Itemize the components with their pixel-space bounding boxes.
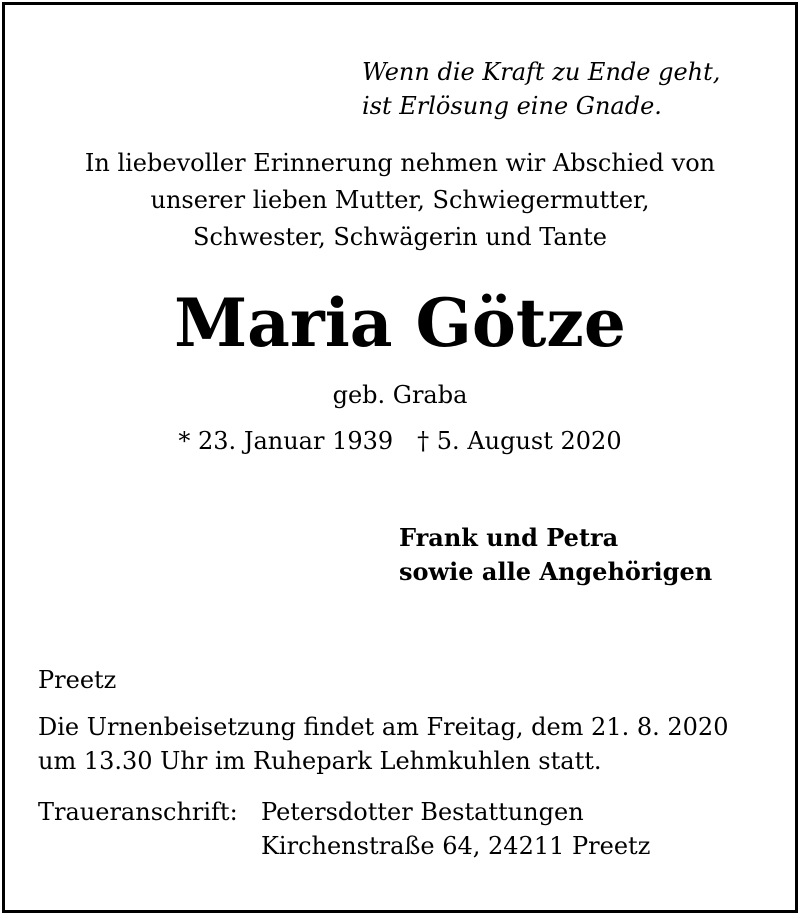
quote-line: ist Erlösung eine Gnade.: [362, 92, 662, 120]
address-line: Kirchenstraße 64, 24211 Preetz: [261, 832, 651, 860]
life-dates: [0, 424, 800, 458]
birth-name: geb. Graba: [332, 381, 468, 409]
memorial-quote: [362, 55, 720, 123]
funeral-line: um 13.30 Uhr im Ruhepark Lehmkuhlen statt.: [38, 747, 602, 775]
funeral-info: [38, 710, 728, 778]
intro-line: Schwester, Schwägerin und Tante: [193, 223, 607, 251]
death-date: † 5. August 2020: [417, 427, 622, 455]
intro-text: [0, 145, 800, 256]
quote-line: Wenn die Kraft zu Ende geht,: [362, 58, 721, 86]
mourner-line: sowie alle Angehörigen: [399, 557, 713, 586]
funeral-line: Die Urnenbeisetzung findet am Freitag, dem 21. 8. 2020: [38, 713, 729, 741]
address-label: Traueranschrift:: [38, 798, 238, 826]
deceased-name: Maria Götze: [174, 284, 626, 362]
place: Preetz: [38, 666, 117, 694]
mourner-line: Frank und Petra: [399, 523, 619, 552]
mourners: [399, 521, 712, 589]
intro-line: unserer lieben Mutter, Schwiegermutter,: [150, 186, 650, 214]
birth-date: * 23. Januar 1939: [178, 427, 394, 455]
intro-line: In liebevoller Erinnerung nehmen wir Abschied von: [84, 149, 716, 177]
address-line: Petersdotter Bestattungen: [261, 798, 584, 826]
